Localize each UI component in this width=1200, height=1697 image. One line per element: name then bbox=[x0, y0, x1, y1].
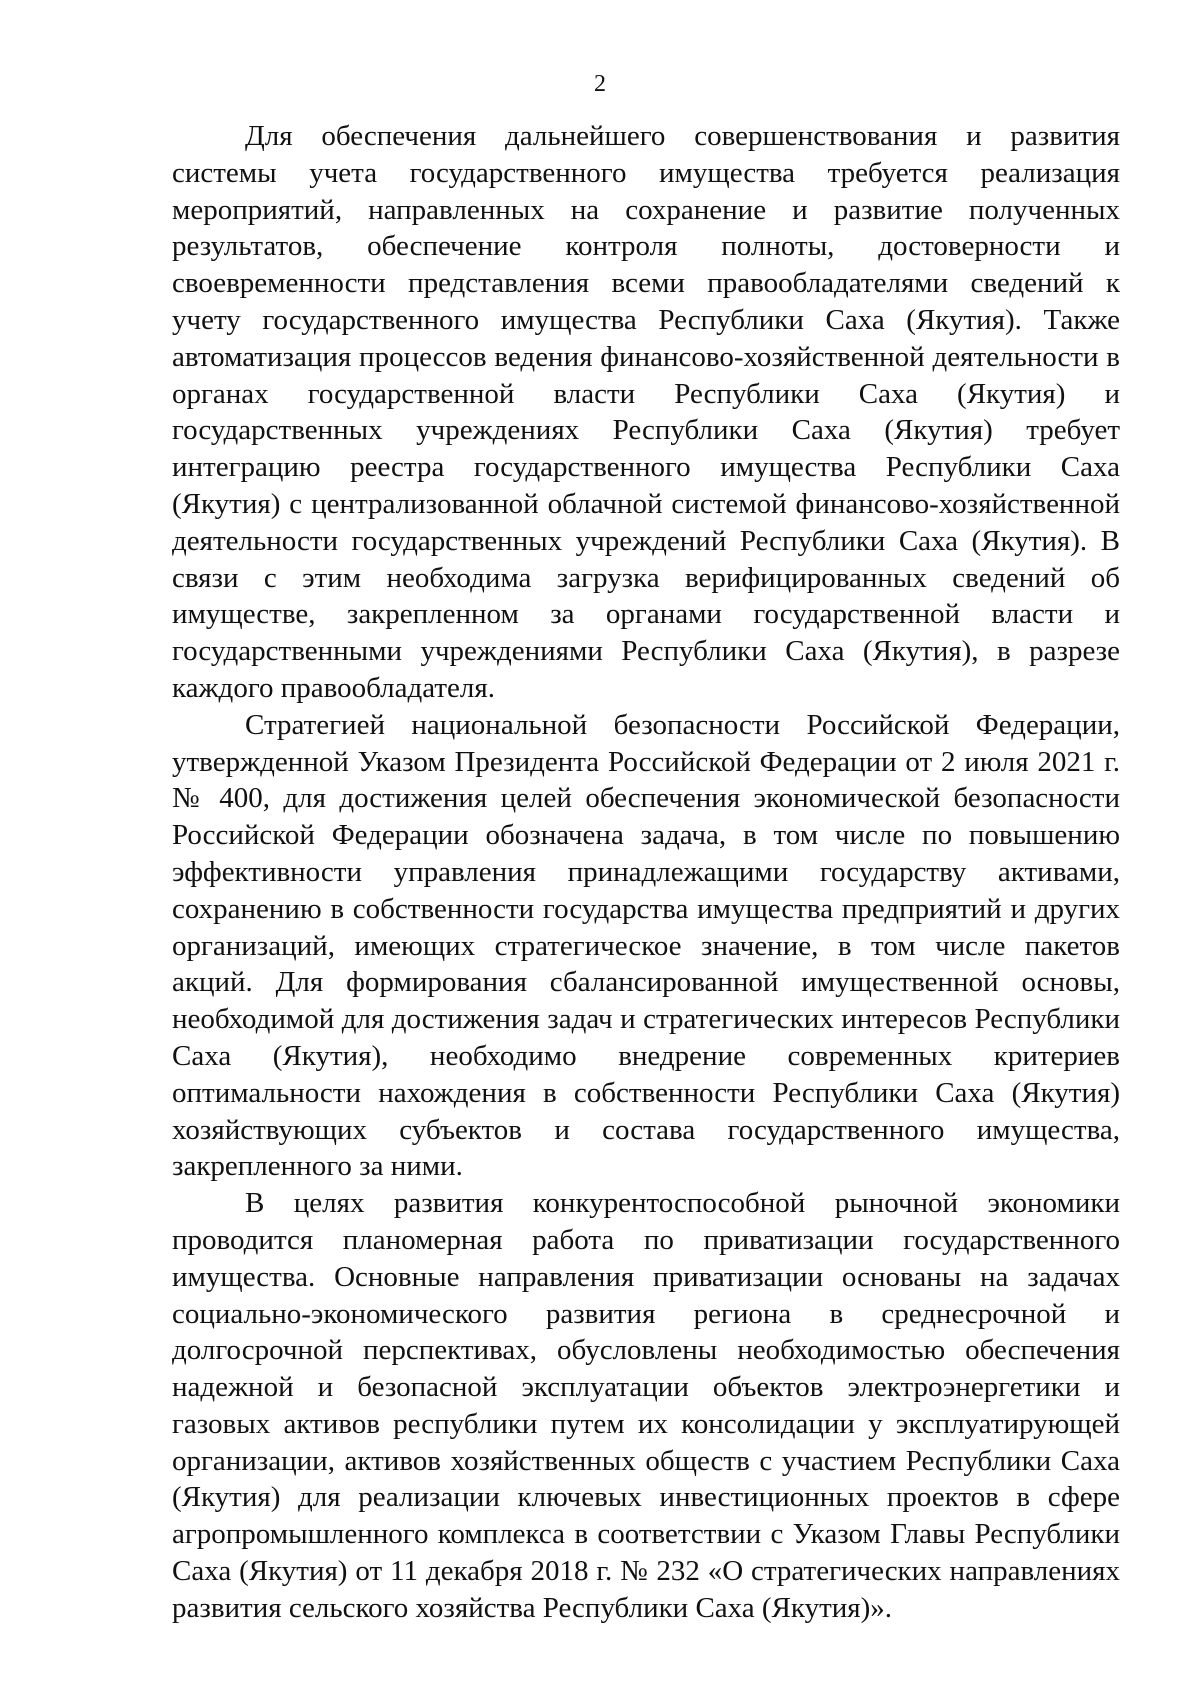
paragraph-privatization: В целях развития конкурентоспособной рыночной экономики проводится планомерная работа по приватизации государственного имущества. Основные направления приватизации основаны на задачах социально-экономического развития региона в среднесрочной и долгосрочной перспективах, обусловлены необходимостью обеспечения надежной и безопасной эксплуатации объектов электроэнергетики и газовых активов республики путем их консолидации у эксплуатирующей организации, активов хозяйственных обществ с участием Республики Саха (Якутия) для реализации ключевых инвестиционных проектов в сфере агропромышленного комплекса в соответствии с Указом Главы Республики Саха (Якутия) от 11 декабря 2018 г. № 232 «О стратегических направлениях развития сельского хозяйства Республики Саха (Якутия)». bbox=[172, 1187, 1120, 1624]
paragraph-national-security-strategy: Стратегией национальной безопасности Российской Федерации, утвержденной Указом Президента Российской Федерации от 2 июля 2021 г. № 400, для достижения целей обеспечения экономической безопасности Российской Федерации обозначена задача, в том числе по повышению эффективности управления принадлежащими государству активами, сохранению в собственности государства имущества предприятий и других организаций, имеющих стратегическое значение, в том числе пакетов акций. Для формирования сбалансированной имущественной основы, необходимой для достижения задач и стратегических интересов Республики Саха (Якутия), необходимо внедрение современных критериев оптимальности нахождения в собственности Республики Саха (Якутия) хозяйствующих субъектов и состава государственного имущества, закрепленного за ними. bbox=[172, 708, 1120, 1183]
page-number: 2 bbox=[594, 71, 606, 97]
document-body bbox=[172, 118, 1120, 1627]
paragraph-accounting-system: Для обеспечения дальнейшего совершенствования и развития системы учета государственного имущества требуется реализация мероприятий, направленных на сохранение и развитие полученных результатов, обеспечение контроля полноты, достоверности и своевременности представления всеми правообладателями сведений к учету государственного имущества Республики Саха (Якутия). Также автоматизация процессов ведения финансово-хозяйственной деятельности в органах государственной власти Республики Саха (Якутия) и государственных учреждениях Республики Саха (Якутия) требует интеграцию реестра государственного имущества Республики Саха (Якутия) с централизованной облачной системой финансово-хозяйственной деятельности государственных учреждений Республики Саха (Якутия). В связи с этим необходима загрузка верифицированных сведений об имуществе, закрепленном за органами государственной власти и государственными учреждениями Республики Саха (Якутия), в разрезе каждого правообладателя. bbox=[172, 120, 1120, 704]
